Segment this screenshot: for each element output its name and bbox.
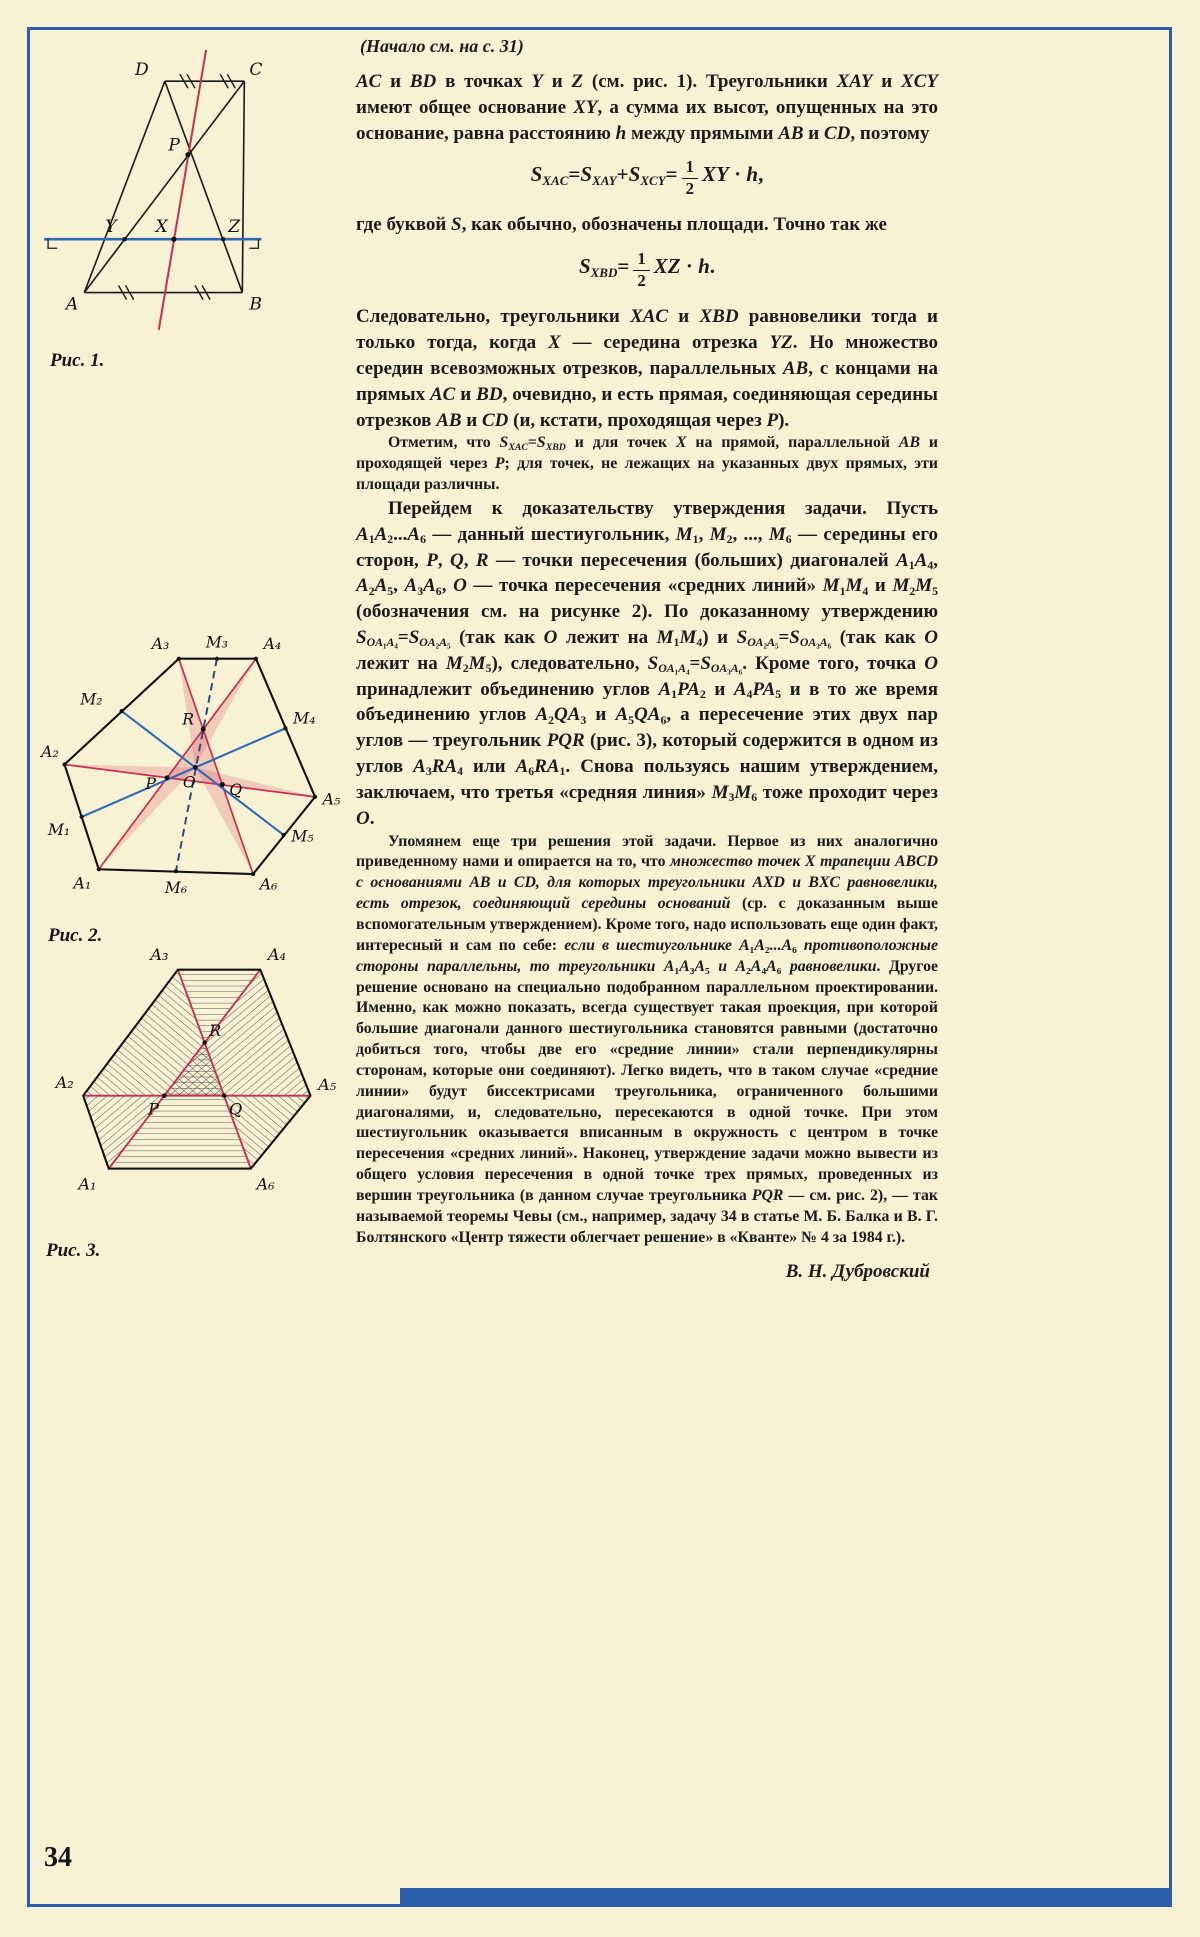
formula-1-rhs: XY · h, bbox=[702, 162, 764, 187]
fig2-label-M5: M₅ bbox=[291, 826, 314, 846]
figure-3-drawing bbox=[32, 946, 356, 1232]
fig1-tick-marks bbox=[119, 74, 236, 299]
fig2-label-M6: M₆ bbox=[164, 878, 188, 898]
figure-2 bbox=[34, 633, 356, 947]
formula-2 bbox=[356, 250, 938, 290]
paragraph-3: Следовательно, треугольники XAC и XBD равновелики тогда и только тогда, когда X — середина отрезка YZ. Но множество середин всевозможных отрезков, параллельных AB, с концами на прямых AC и BD, очевидно, и есть прямая, соединяющая середины отрезков AB и CD (и, кстати, проходящая через P). bbox=[356, 306, 938, 431]
fig2-label-M2: M₂ bbox=[80, 689, 103, 709]
formula-1 bbox=[356, 158, 938, 198]
fig1-label-D: D bbox=[135, 60, 149, 81]
paragraph-5: Перейдем к доказательству утверждения задачи. Пусть $A_1A_2...A_6$ — данный шестиугольник, $M_1$, $M_2$, ..., $M_6$ — середины его сторон, P, Q, R — точки пересечения (больших) диагоналей $A_1A_4$, $A_2A_5$, $A_3A_6$, O — точка пересечения «средних линий» $M_1M_4$ и $M_2M_5$ (обозначения см. на рисунке 2). По доказанному утверждению $S_{OA_1A_4}=S_{OA_2A_5}$ (так как O лежит на $M_1M_4$) и $S_{OA_2A_5}=S_{OA_3A_6}$ (так как O лежит на $M_2M_5$), следовательно, $S_{OA_1A_4}=S_{OA_3A_6}$. Кроме того, точка O принадлежит объединению углов $A_1PA_2$ и $A_4PA_5$ и в то же время объединению углов $A_2QA_3$ и $A_5QA_6$, а пересечение этих двух пар углов — треугольник PQR (рис. 3), который содержится в одном из углов $A_3RA_4$ или $A_6RA_1$. Снова пользуясь нашим утверждением, заключаем, что третья «средняя линия» $M_3M_6$ тоже проходит через O. bbox=[356, 497, 939, 829]
figure-1-drawing bbox=[36, 48, 348, 342]
fig3-label-R: R bbox=[209, 1020, 222, 1040]
fig3-label-A4: A₄ bbox=[267, 946, 286, 965]
figure-3 bbox=[32, 946, 356, 1262]
fig1-label-X: X bbox=[155, 217, 168, 238]
fig2-label-M3: M₃ bbox=[205, 633, 229, 652]
fig2-label-O: O bbox=[182, 772, 196, 792]
fig1-quadrilateral-and-diagonals bbox=[84, 81, 244, 292]
formula-2-rhs: XZ · h. bbox=[653, 254, 716, 279]
fig3-label-A1: A₁ bbox=[78, 1174, 97, 1194]
paragraph-1: AC и BD в точках Y и Z (см. рис. 1). Треугольники XAY и XCY имеют общее основание XY, а сумма их высот, опущенных на это основание, равна расстоянию h между прямыми AB и CD, поэтому bbox=[356, 71, 938, 144]
fig1-right-angle-marks bbox=[48, 239, 258, 248]
fig1-label-P: P bbox=[168, 135, 180, 156]
fig2-label-A3: A₃ bbox=[151, 634, 170, 654]
article-column bbox=[356, 36, 938, 1283]
paragraph-6: Упомянем еще три решения этой задачи. Первое из них аналогично приведенному нами и опирается на то, что множество точек X трапеции ABCD с основаниями AB и CD, для которых треугольники AXD и BXC равновелики, есть отрезок, соединяющий середины оснований (ср. с доказанным выше вспомогательным утверждением). Кроме того, надо использовать еще один факт, интересный и сам по себе: если в шестиугольнике A₁A₂...A₆ противоположные стороны параллельны, то треугольники A₁A₃A₅ и A₂A₄A₆ равновелики. Другое решение основано на специально подобранном параллельном проектировании. Именно, как можно показать, всегда существует такая проекция, при которой большие диагонали данного шестиугольника становятся равными (достаточно добиться того, чтобы две его «средние линии» стали перпендикулярны сторонам, которые они соединяют). Легко видеть, что в таком случае «средние линии» будут биссектрисами треугольника, ограниченного большими диагоналями, и, следовательно, пересекаются в одной точке. При этом шестиугольник оказывается вписанным в окружность с центром в точке пересечения «средних линий». Наконец, утверждение задачи можно вывести из общего условия пересечения в одной точке трех прямых, проведенных из вершин треугольника (в данном случае треугольника PQR — см. рис. 2), — так называемой теоремы Чевы (см., например, задачу 34 в статье М. Б. Балка и В. Г. Болтянского «Центр тяжести облегчает решение» в «Кванте» № 4 за 1984 г.). bbox=[356, 832, 938, 1246]
fig3-label-A2: A₂ bbox=[55, 1073, 74, 1093]
author-signature: В. Н. Дубровский bbox=[785, 1260, 930, 1282]
continuation-note: (Начало см. на с. 31) bbox=[360, 36, 524, 56]
figure-1-caption: Рис. 1. bbox=[50, 349, 105, 371]
fraction-one-half: $\frac{1}{2}$ bbox=[682, 158, 698, 198]
fig2-label-M1: M₁ bbox=[47, 819, 71, 839]
bottom-blue-bar bbox=[400, 1888, 1170, 1904]
fig2-label-A5: A₅ bbox=[322, 789, 341, 809]
fig1-label-A: A bbox=[65, 294, 79, 315]
fig1-label-C: C bbox=[249, 60, 263, 81]
fig2-label-A4: A₄ bbox=[263, 634, 282, 654]
fig3-label-A6: A₆ bbox=[256, 1174, 275, 1194]
figure-2-drawing bbox=[34, 633, 356, 917]
fig1-points bbox=[122, 152, 225, 242]
paragraph-2: где буквой S, как обычно, обозначены площади. Точно так же bbox=[356, 214, 887, 236]
fig2-label-M4: M₄ bbox=[293, 708, 316, 728]
fig1-label-B: B bbox=[249, 294, 262, 315]
paragraph-4: Отметим, что $S_{XAC}=S_{XBD}$ и для точек X на прямой, параллельной AB и проходящей через P; для точек, не лежащих на указанных двух прямых, эти площади различны. bbox=[356, 434, 938, 494]
fig1-label-Y: Y bbox=[105, 217, 117, 238]
fig2-label-A1: A₁ bbox=[73, 873, 92, 893]
fig3-label-P: P bbox=[148, 1099, 159, 1119]
fig2-label-A2: A₂ bbox=[41, 741, 59, 761]
fig2-label-A6: A₆ bbox=[259, 874, 278, 894]
figure-2-caption: Рис. 2. bbox=[48, 924, 103, 946]
fraction-one-half: $\frac{1}{2}$ bbox=[633, 250, 649, 290]
figure-1 bbox=[36, 48, 348, 372]
formula-1-lhs: $S_{XAC}=S_{XAY}+S_{XCY}=$ bbox=[530, 162, 678, 188]
fig2-label-P: P bbox=[145, 774, 156, 794]
fig1-label-Z: Z bbox=[228, 217, 241, 238]
fig2-label-R: R bbox=[182, 709, 195, 729]
formula-2-lhs: $S_{XBD}=$ bbox=[578, 254, 630, 280]
fig3-label-Q: Q bbox=[229, 1099, 243, 1119]
fig3-label-A3: A₃ bbox=[150, 946, 169, 965]
fig1-locus-line bbox=[159, 50, 206, 330]
page-number: 34 bbox=[44, 1842, 72, 1873]
figure-3-caption: Рис. 3. bbox=[46, 1240, 101, 1262]
fig3-label-A5: A₅ bbox=[318, 1074, 337, 1094]
fig2-label-Q: Q bbox=[229, 779, 243, 799]
